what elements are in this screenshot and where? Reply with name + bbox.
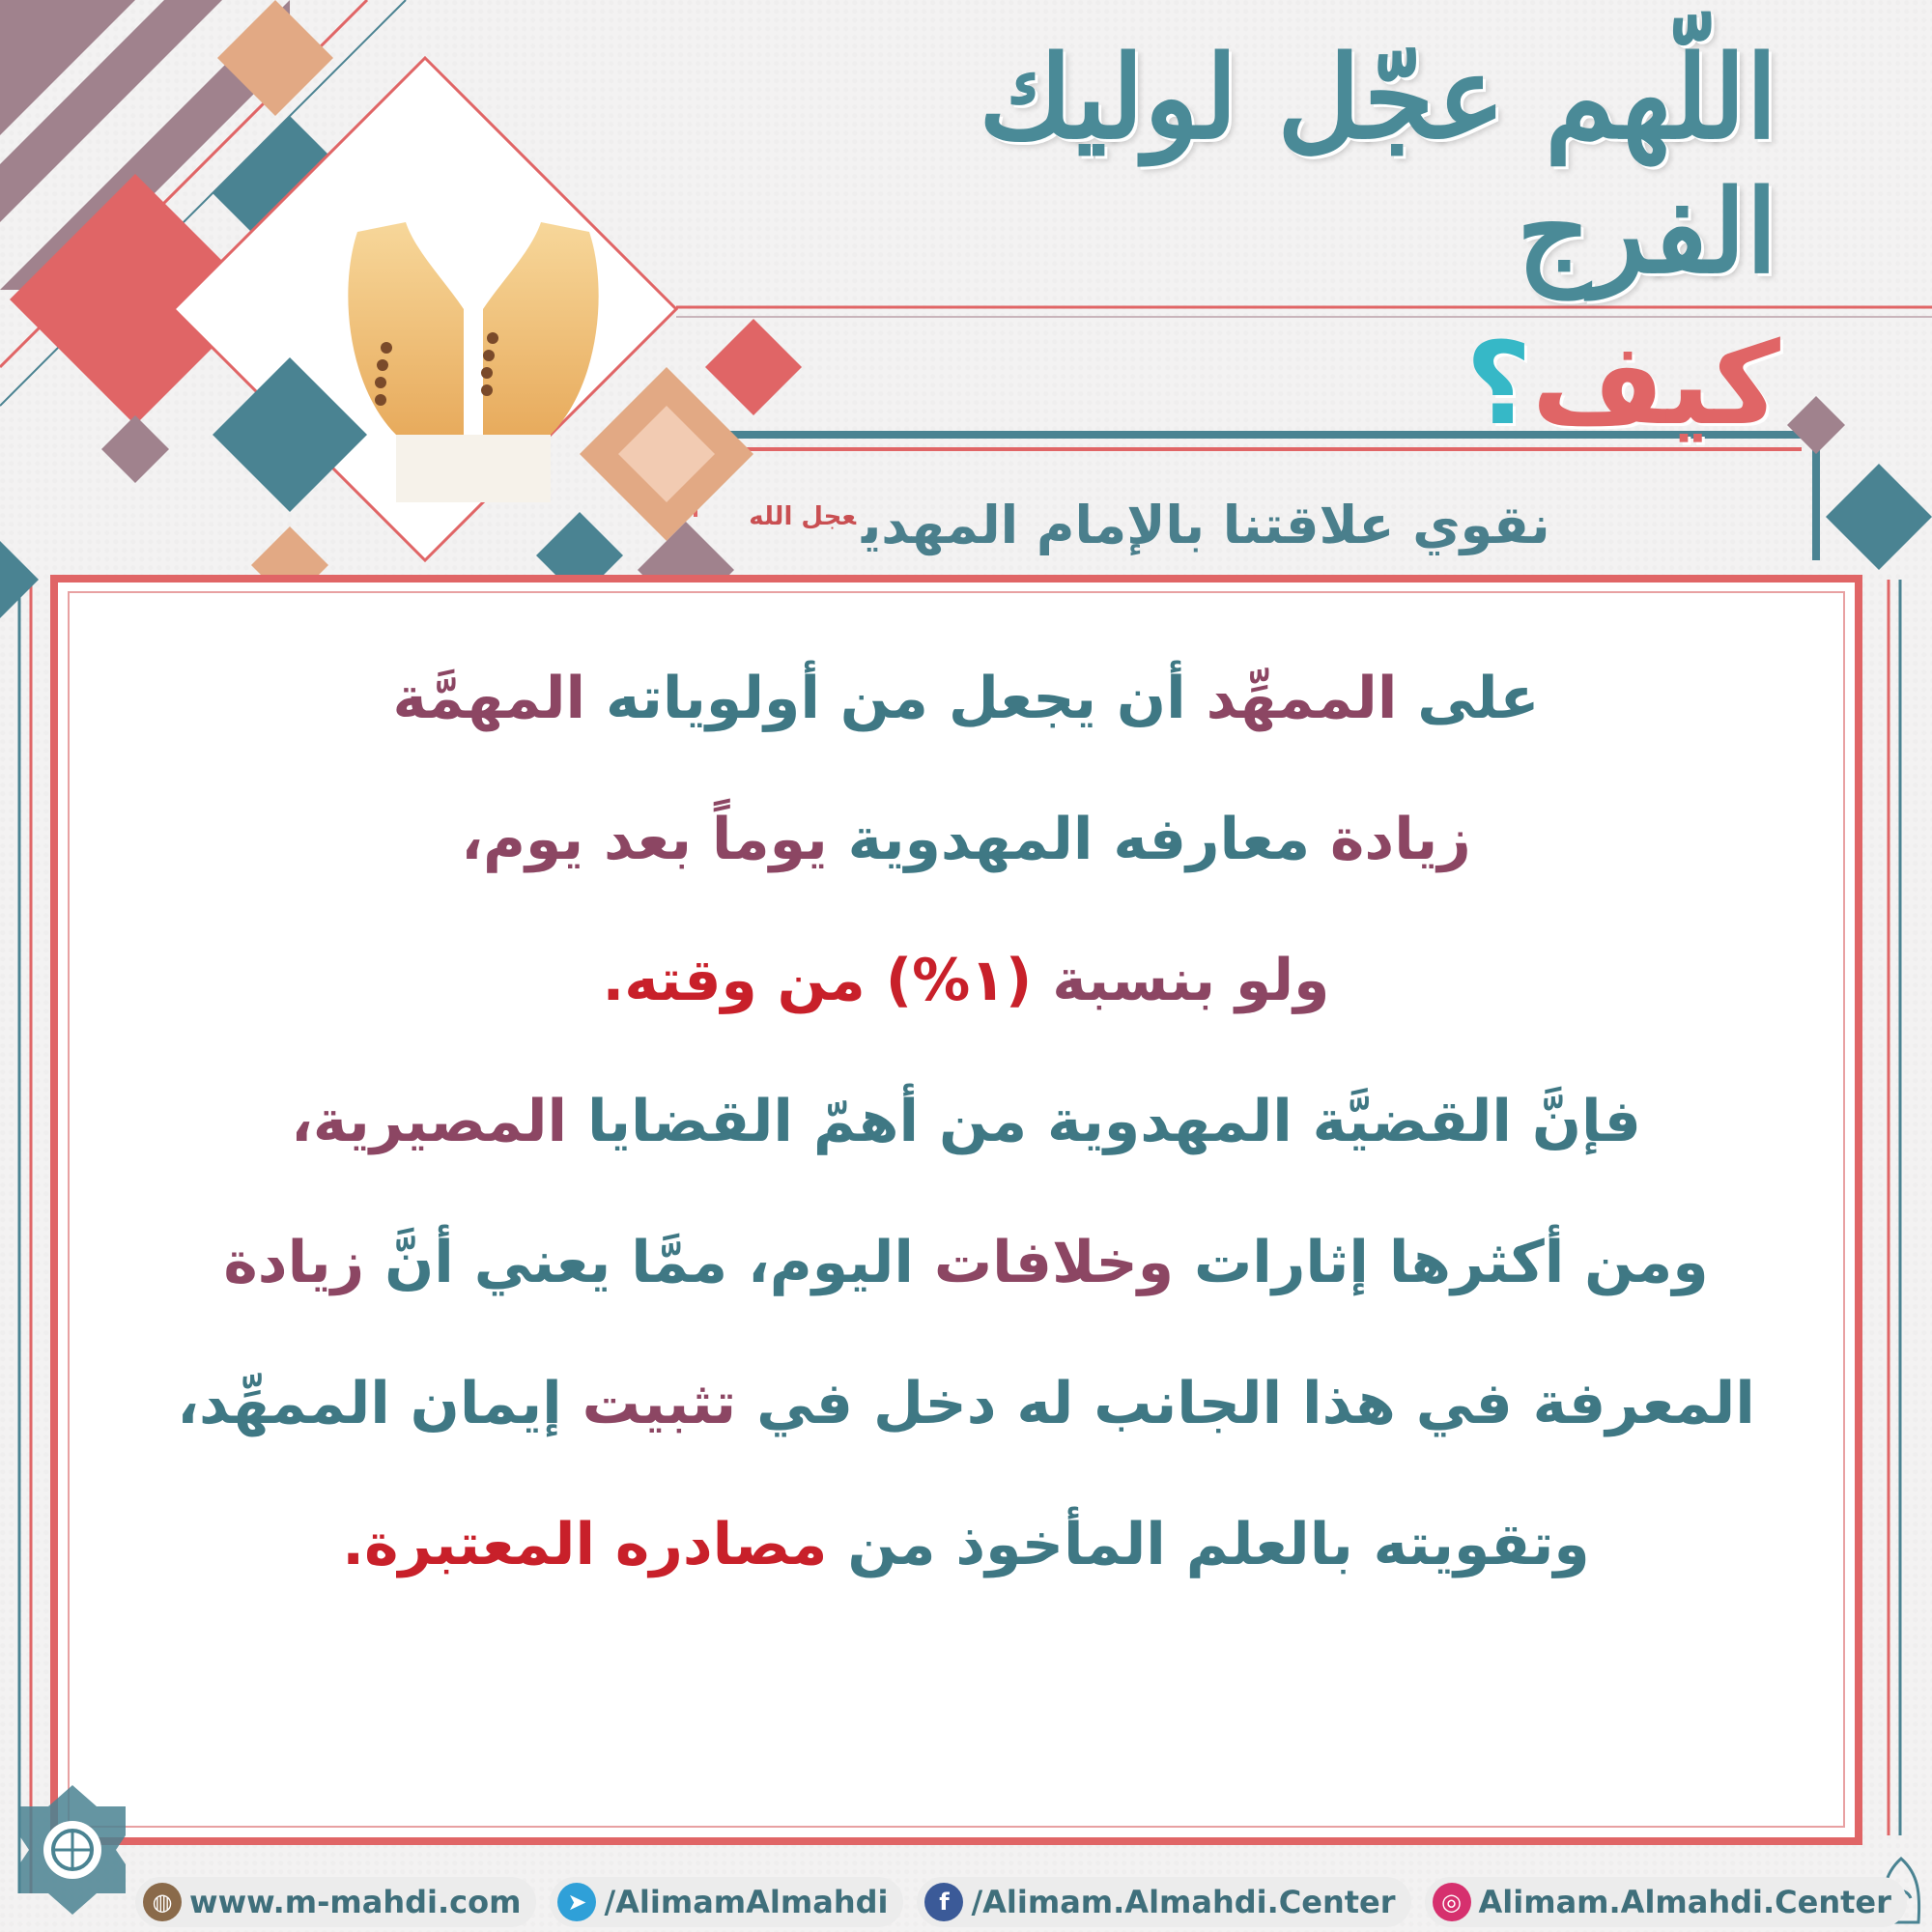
- telegram-text: /AlimamAlmahdi: [604, 1884, 889, 1920]
- telegram-link[interactable]: [550, 1877, 903, 1927]
- honorific: عجل الله: [749, 502, 857, 531]
- body-l6-c: إيمان الممهِّد،: [177, 1370, 562, 1437]
- center-logo-icon: [10, 1777, 135, 1922]
- body-line-7: [87, 1474, 1845, 1615]
- body-text: [87, 628, 1845, 1768]
- instagram-link[interactable]: [1425, 1877, 1907, 1927]
- facebook-icon: f: [924, 1883, 963, 1921]
- body-l2-c: يوماً بعد يوم،: [461, 806, 828, 873]
- facebook-text: /Alimam.Almahdi.Center: [971, 1884, 1396, 1920]
- body-l2-b: معارفه المهدوية: [847, 806, 1311, 873]
- body-l6-b: تثبيت: [582, 1370, 737, 1437]
- body-l7-a: وتقويته بالعلم المأخوذ من: [847, 1511, 1590, 1578]
- footer: [135, 1874, 1891, 1930]
- website-text: www.m-mahdi.com: [189, 1884, 522, 1920]
- instagram-icon: ◎: [1433, 1883, 1471, 1921]
- body-line-3: [87, 910, 1845, 1051]
- body-l5-b: وخلافات: [933, 1229, 1175, 1296]
- body-line-2: [87, 769, 1845, 910]
- body-line-4: [87, 1051, 1845, 1192]
- body-l7-b: مصادره المعتبرة.: [342, 1511, 828, 1578]
- praying-hands-image: [319, 193, 628, 512]
- question-mark: ؟: [1465, 317, 1532, 450]
- body-l4-b: المصيرية،: [291, 1088, 568, 1155]
- body-l1-a: على: [1417, 665, 1540, 732]
- body-l6-a: المعرفة في هذا الجانب له دخل في: [756, 1370, 1755, 1437]
- body-line-5: [87, 1192, 1845, 1333]
- instagram-text: Alimam.Almahdi.Center: [1478, 1884, 1891, 1920]
- header-calligraphy: اللّهم عجّل لوليك الفرج: [979, 30, 1777, 298]
- body-l1-d: المهمَّة: [392, 665, 586, 732]
- globe-icon: ◍: [143, 1883, 182, 1921]
- kayf-title: [1449, 311, 1797, 456]
- body-l5-d: زيادة: [223, 1229, 365, 1296]
- subtitle-text: نقوي علاقتنا بالإمام المهدي: [862, 495, 1550, 555]
- body-l1-c: أن يجعل من أولوياته: [605, 665, 1186, 732]
- website-link[interactable]: [135, 1877, 536, 1927]
- kayf-word: كيف: [1531, 317, 1780, 450]
- body-l1-b: الممهِّد: [1206, 665, 1398, 732]
- body-l2-a: زيادة: [1330, 806, 1471, 873]
- body-l5-c: اليوم، ممَّا يعني أنَّ: [384, 1229, 914, 1296]
- body-line-1: [87, 628, 1845, 769]
- telegram-icon: ➤: [557, 1883, 596, 1921]
- body-l3-b: (١%): [885, 947, 1033, 1014]
- body-l4-a: فإنَّ القضيَّة المهدوية من أهمّ القضايا: [586, 1088, 1641, 1155]
- subtitle: [734, 473, 1565, 560]
- body-l3-c: من وقته.: [602, 947, 866, 1014]
- body-l3-a: ولو بنسبة: [1052, 947, 1330, 1014]
- body-l5-a: ومن أكثرها إثارات: [1193, 1229, 1709, 1296]
- facebook-link[interactable]: [917, 1877, 1410, 1927]
- body-line-6: [87, 1333, 1845, 1474]
